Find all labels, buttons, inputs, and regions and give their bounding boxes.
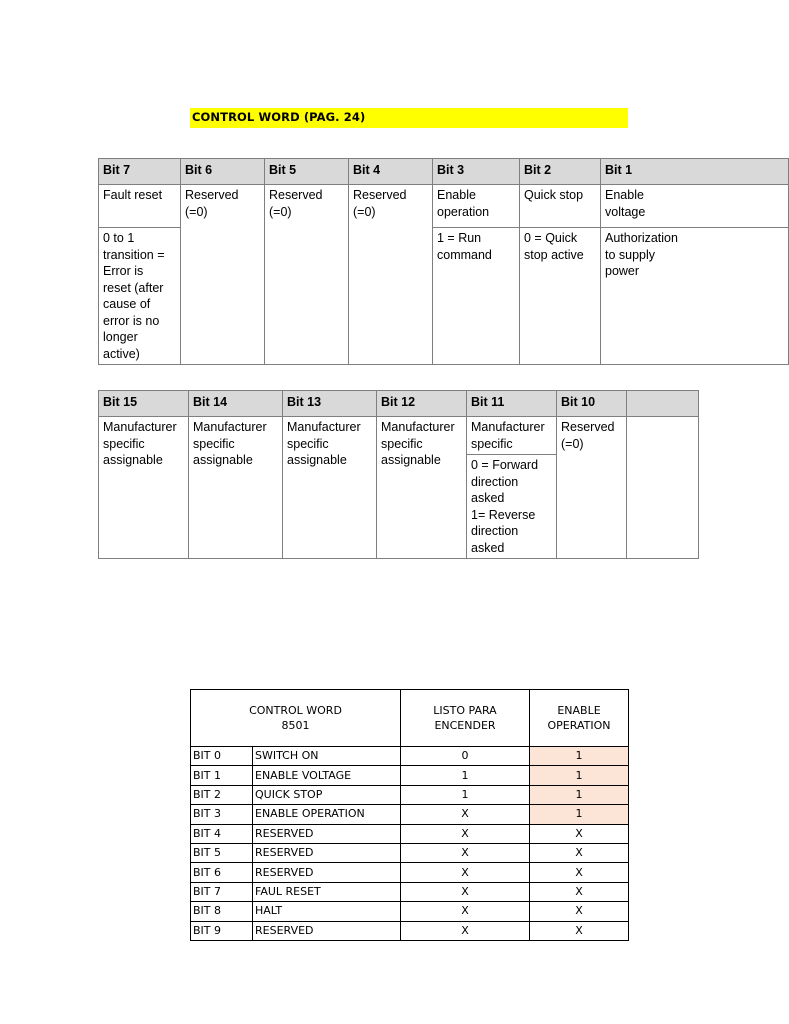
bit-7-description: 0 to 1 transition = Error is reset (after cause of error is no longer active) [99,228,181,365]
header-bit-10: Bit 10 [557,391,627,417]
bit-name-cell: ENABLE OPERATION [253,805,401,824]
listo-value-cell: 1 [401,785,530,804]
bit-1-description: Authorization to supply power [601,228,789,365]
bit-5-function: Reserved (=0) [265,185,349,365]
bit-cell: BIT 4 [191,824,253,843]
enable-value-cell: X [530,882,629,901]
bit-6-function: Reserved (=0) [181,185,265,365]
bit-11-function: Manufacturer specific [467,417,557,455]
header-bit-13: Bit 13 [283,391,377,417]
enable-value-cell: X [530,902,629,921]
listo-value-cell: X [401,863,530,882]
header-bit-1: Bit 1 [601,159,789,185]
bit-10-function: Reserved (=0) [557,417,627,559]
enable-value-cell: 1 [530,747,629,766]
table-row [191,805,629,824]
listo-value-cell: 0 [401,747,530,766]
table-row [191,766,629,785]
header-bit-2: Bit 2 [520,159,601,185]
bit-cell: BIT 2 [191,785,253,804]
enable-value-cell: 1 [530,785,629,804]
header-bit-6: Bit 6 [181,159,265,185]
bit-12-function: Manufacturer specific assignable [377,417,467,559]
table-row [191,882,629,901]
control-word-8501-table [190,689,629,941]
header-bit-11: Bit 11 [467,391,557,417]
enable-operation-header: ENABLE OPERATION [530,690,629,747]
bit-13-function: Manufacturer specific assignable [283,417,377,559]
title-highlight-bar [190,108,628,128]
bit-4-function: Reserved (=0) [349,185,433,365]
bit-cell: BIT 3 [191,805,253,824]
header-bit-4: Bit 4 [349,159,433,185]
control-word-high-bits-table [98,390,628,557]
table-row [191,921,629,940]
enable-value-cell: X [530,843,629,862]
bit-cell: BIT 0 [191,747,253,766]
bit-name-cell: RESERVED [253,843,401,862]
bit-name-cell: SWITCH ON [253,747,401,766]
listo-value-cell: X [401,805,530,824]
bit-name-cell: HALT [253,902,401,921]
bit-name-cell: RESERVED [253,824,401,843]
bit-name-cell: RESERVED [253,863,401,882]
header-bit-9 [627,391,699,417]
header-bit-5: Bit 5 [265,159,349,185]
bit-2-function: Quick stop [520,185,601,228]
bit-cell: BIT 5 [191,843,253,862]
table-row [191,902,629,921]
bit-cell: BIT 7 [191,882,253,901]
listo-value-cell: X [401,902,530,921]
listo-value-cell: X [401,882,530,901]
bit-cell: BIT 6 [191,863,253,882]
listo-value-cell: X [401,921,530,940]
bit-name-cell: ENABLE VOLTAGE [253,766,401,785]
header-bit-15: Bit 15 [99,391,189,417]
bit-3-function: Enable operation [433,185,520,228]
table-row [191,863,629,882]
bit-cell: BIT 8 [191,902,253,921]
bit-name-cell: RESERVED [253,921,401,940]
header-bit-7: Bit 7 [99,159,181,185]
table-row [191,747,629,766]
header-bit-14: Bit 14 [189,391,283,417]
bit-1-function: Enable voltage [601,185,789,228]
listo-para-encender-header: LISTO PARA ENCENDER [401,690,530,747]
bit-2-description: 0 = Quick stop active [520,228,601,365]
enable-value-cell: X [530,824,629,843]
enable-value-cell: X [530,921,629,940]
listo-value-cell: X [401,824,530,843]
bit-15-function: Manufacturer specific assignable [99,417,189,559]
bit-cell: BIT 9 [191,921,253,940]
bit-9-function [627,417,699,559]
page-title: CONTROL WORD (PAG. 24) [192,110,366,124]
enable-value-cell: 1 [530,805,629,824]
enable-value-cell: X [530,863,629,882]
listo-value-cell: X [401,843,530,862]
header-bit-12: Bit 12 [377,391,467,417]
bit-name-cell: FAUL RESET [253,882,401,901]
bit-7-function: Fault reset [99,185,181,228]
table-row [191,843,629,862]
control-word-low-bits-table [98,158,678,361]
table-row [191,785,629,804]
bit-11-description: 0 = Forward direction asked 1= Reverse direction asked [467,455,557,559]
header-bit-3: Bit 3 [433,159,520,185]
control-word-header: CONTROL WORD 8501 [191,690,401,747]
control-word-rows [191,747,629,941]
bit-14-function: Manufacturer specific assignable [189,417,283,559]
bit-name-cell: QUICK STOP [253,785,401,804]
bit-cell: BIT 1 [191,766,253,785]
bit-3-description: 1 = Run command [433,228,520,365]
enable-value-cell: 1 [530,766,629,785]
table-row [191,824,629,843]
listo-value-cell: 1 [401,766,530,785]
